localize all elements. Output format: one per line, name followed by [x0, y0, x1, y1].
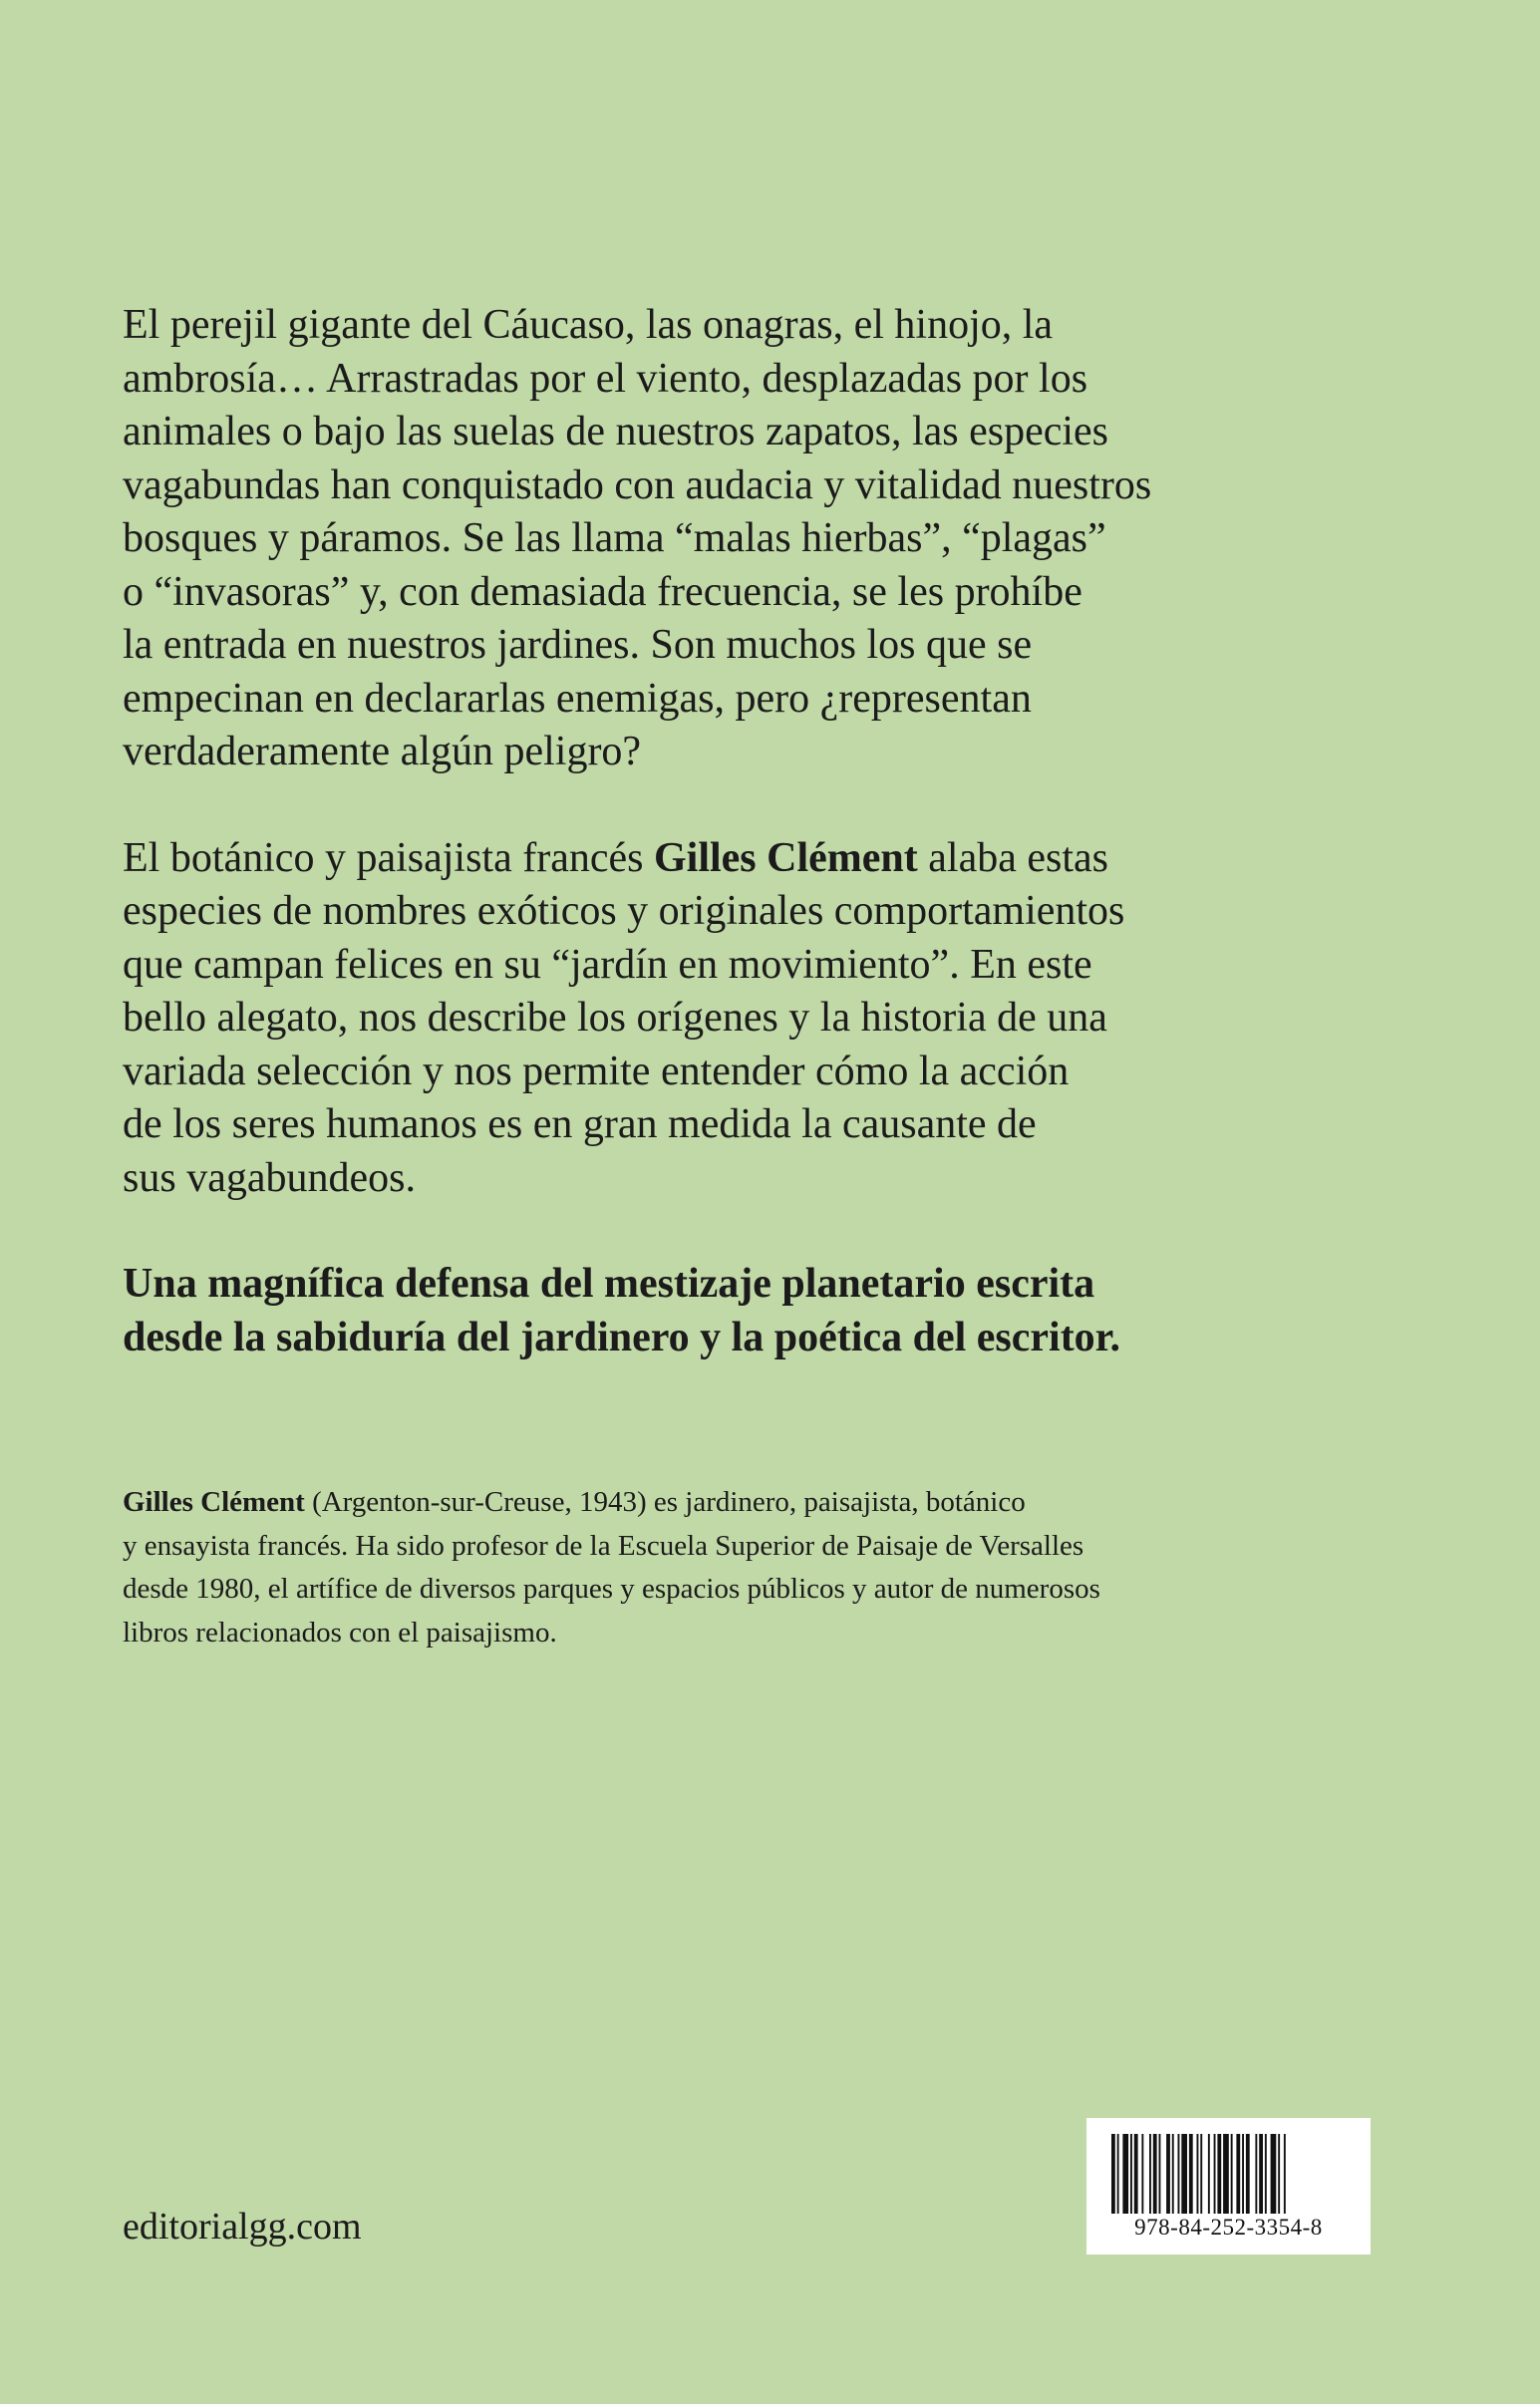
barcode-bar [1197, 2134, 1199, 2214]
author-name-bold: Gilles Clément [653, 834, 918, 881]
synopsis-line: animales o bajo las suelas de nuestros zapatos, las especies [123, 409, 1109, 454]
pull-quote-line: Una magnífica defensa del mestizaje planetario escrita [123, 1261, 1095, 1307]
synopsis-line: ambrosía… Arrastradas por el viento, desplazadas por los [123, 355, 1088, 402]
synopsis-line: vagabundas han conquistado con audacia y vitalidad nuestros [123, 461, 1152, 508]
author-bio [123, 1481, 1418, 1654]
barcode-bar [1217, 2134, 1221, 2214]
barcode-bars [1111, 2134, 1346, 2214]
barcode-bar [1284, 2134, 1286, 2214]
author-bio-line: y ensayista francés. Ha sido profesor de la Escuela Superior de Paisaje de Versalles [123, 1529, 1084, 1562]
synopsis-line: bosques y páramos. Se las llama “malas hierbas”, “plagas” [123, 515, 1106, 561]
synopsis-line: empecinan en declararlas enemigas, pero ¿representan [123, 675, 1032, 722]
synopsis-paragraph [123, 299, 1438, 779]
author-intro-line: que campan felices en su “jardín en movimiento”. En este [123, 941, 1092, 988]
barcode-bar [1231, 2134, 1233, 2214]
barcode-bar [1130, 2134, 1132, 2214]
synopsis-line: verdaderamente algún peligro? [123, 729, 642, 774]
synopsis-line: la entrada en nuestros jardines. Son muchos los que se [123, 622, 1033, 668]
pull-quote [123, 1257, 1438, 1364]
author-bio-name: Gilles Clément [123, 1486, 305, 1518]
barcode-bar [1134, 2134, 1138, 2214]
barcode-bar [1178, 2134, 1180, 2214]
barcode-bar [1159, 2134, 1161, 2214]
author-intro-line: variada selección y nos permite entender cómo la acción [123, 1048, 1070, 1094]
barcode-bar [1189, 2134, 1193, 2214]
synopsis-line: El perejil gigante del Cáucaso, las onagras, el hinojo, la [123, 302, 1054, 348]
barcode-bar [1166, 2134, 1170, 2214]
author-intro-text: alaba estas [917, 834, 1109, 881]
publisher-website: editorialgg.com [123, 2206, 362, 2248]
barcode-bar [1214, 2134, 1216, 2214]
author-intro-line: especies de nombres exóticos y originales comportamientos [123, 888, 1125, 934]
barcode-bar [1172, 2134, 1174, 2214]
author-bio-line: libros relacionados con el paisajismo. [123, 1616, 557, 1649]
synopsis-line: o “invasoras” y, con demasiada frecuencia, se les prohíbe [123, 568, 1082, 615]
author-intro-paragraph [123, 832, 1438, 1206]
barcode-bar [1236, 2134, 1240, 2214]
author-intro-text: El botánico y paisajista francés [123, 834, 654, 881]
author-intro-line: de los seres humanos es en gran medida la causante de [123, 1101, 1037, 1147]
barcode-bar [1117, 2134, 1119, 2214]
barcode-bar [1141, 2134, 1143, 2214]
author-bio-line: desde 1980, el artífice de diversos parques y espacios públicos y autor de numerosos [123, 1573, 1100, 1605]
author-bio-line [123, 1481, 1418, 1525]
barcode-bar [1246, 2134, 1250, 2214]
barcode-bar [1271, 2134, 1277, 2214]
barcode-bar [1122, 2134, 1128, 2214]
barcode-bar [1223, 2134, 1229, 2214]
barcode-bar [1153, 2134, 1157, 2214]
author-intro-line [123, 832, 1438, 886]
barcode-bar [1208, 2134, 1210, 2214]
author-intro-line: sus vagabundeos. [123, 1154, 416, 1201]
barcode-bar [1278, 2134, 1280, 2214]
back-cover-text [123, 299, 1438, 1364]
barcode-bar [1259, 2134, 1263, 2214]
author-intro-line: bello alegato, nos describe los orígenes y la historia de una [123, 995, 1107, 1041]
isbn-number: 978-84-252-3354-8 [1134, 2215, 1323, 2240]
barcode-bar [1265, 2134, 1267, 2214]
isbn-barcode [1086, 2118, 1371, 2254]
barcode-bar [1181, 2134, 1187, 2214]
barcode-bar [1149, 2134, 1151, 2214]
author-bio-text: (Argenton-sur-Creuse, 1943) es jardinero, paisajista, botánico [304, 1486, 1026, 1518]
pull-quote-line: desde la sabiduría del jardinero y la poética del escritor. [123, 1315, 1120, 1360]
barcode-bar [1111, 2134, 1115, 2214]
barcode-bar [1242, 2134, 1244, 2214]
barcode-bar [1200, 2134, 1202, 2214]
barcode-bar [1255, 2134, 1257, 2214]
